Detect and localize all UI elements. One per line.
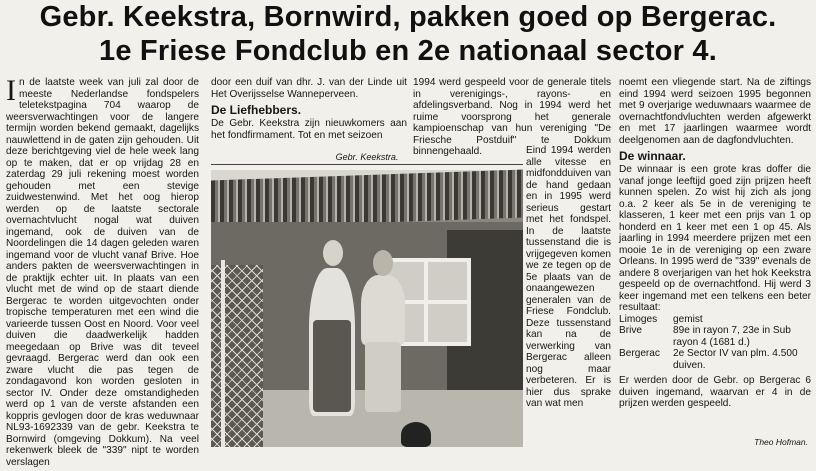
result-value: 89e in rayon 7, 23e in Sub rayon 4 (1681 d.): [673, 325, 791, 348]
column-4-intro: noemt een vliegende start. Na de ziftings eind 1994 werd seizoen 1995 begonnen met 9 overjarige weduwnaars waarmee de overnachtfondvluchten werden afgewerkt en met 17 jaarlingen waarmee wordt deelgenomen aan de dagfondvluchten.: [619, 77, 811, 146]
photo-man-right: [361, 275, 405, 345]
result-place: Brive: [619, 325, 642, 336]
column-4-text: De winnaar is een grote kras doffer die vanaf jonge leeftijd goed zijn prijzen heeft kunnen spelen. Zo wist hij zich als jong o.a. 2 keer als 5e in de vereniging te klasseren, 1 keer met een prijs van 1 op honderd en 1 keer met een 1 op 45. Als jaarling in 1994 meerdere prijzen met een mooie 1e in de vereniging op een zware Orleans. In 1995 werd de "339" evenals de andere 8 overjarigen van het hok Keekstra gespeeld op de overnachtfond. Hij werd 3 keer ingemand met een telkens een beter resultaat:: [619, 164, 811, 313]
result-place: Limoges: [619, 313, 658, 325]
headline-line-2: 1e Friese Fondclub en 2e nationaal sector 4.: [99, 35, 717, 67]
results-list: [619, 314, 811, 372]
article-column-3-top: [413, 77, 611, 157]
result-value: 2e Sector IV van plm. 4.500 duiven.: [673, 348, 798, 371]
column-2-text: De Gebr. Keekstra zijn nieuwkomers aan het fondfirmament. Tot en met seizoen: [211, 118, 407, 141]
caption-rule: [211, 164, 523, 165]
photo-man-right-legs: [365, 342, 401, 412]
column-1-text: n de laatste week van juli zal door de meeste Nederlandse fondspelers teletekstpagina 704 waarop de weersverwachtingen voor de langere termijn worden bekend gemaakt, dagelijks nauwlettend in de gaten zijn gehouden. Uit deze berichtgeving viel de hele week lang op te maken, dat er op vrijdag 28 en zaterdag 29 juli rekening moest worden gehouden met een stevige zuidwestenwind. Met het oog hierop werden op de laatste sectorale overnachtvlucht nogal wat duiven ingemand, ook de duiven van de Noordelingen die 14 dagen geleden waren ingemand voor de vlucht vanaf Brive. Hoe anders pakten de weersverwachtingen in de praktijk echter uit. In plaats van een vlucht met de wind op de staart diende Bergerac te worden uitgevochten onder tropische temperaturen met een wind die varieerde tussen Oost en Noord. Voor veel duiven die daadwerkelijk hadden meegedaan op Brive was dit teveel gevraagd. Bergerac werd dan ook een zware vlucht die pas tegen de zondagavond kon worden gesloten in sector IV. Onder deze omstandigheden werd op 1 van de verste afstanden een koppris gevlogen door de kras weduwnaar NL93-1692339 van de gebr. Keekstra te Bornwird (omgeving Dokkum). Na veel rekenwerk bleek de "339" nipt te worden verslagen: [6, 77, 199, 468]
article-column-3-narrow: [526, 145, 611, 465]
result-value: gemist: [673, 313, 703, 325]
column-4-outro: Er werden door de Gebr. op Bergerac 6 duiven ingemand, waarvan er 4 in de prijzen werden gespeeld.: [619, 375, 811, 409]
photo-roof: [211, 170, 523, 229]
article-column-4: [619, 77, 811, 469]
column-3-top-text: 1994 werd gespeeld voor de generale titels in verenigings-, rayons- en afdelingsverband. Nog in 1994 werd het ruime voorsprong het generale kampioenschap van hun vereniging "De Friesche Postduif" te Dokkum binnengehaald.: [413, 77, 611, 157]
author-credit: Theo Hofman.: [754, 437, 808, 447]
photo-man-left-legs: [313, 320, 351, 412]
photo-post: [221, 260, 225, 447]
photo-keekstra-brothers: [211, 170, 523, 447]
subhead-liefhebbers: De Liefhebbers.: [211, 103, 302, 117]
photo-man-left-head: [323, 240, 343, 266]
column-3-narrow-text: Eind 1994 werden alle vitesse en midfondduiven van de hand gedaan en in 1995 werd serieus gestart met het fondspel. In de laatste tussenstand die is vrijgegeven komen we ze tegen op de 5e plaats van de onaangewezen generalen van de Friese Fondclub. Deze tussenstand kan na de verwerking van Bergerac alleen nog maar verbeteren. Er is hier dus sprake van wat men: [526, 145, 611, 409]
headline-line-1: Gebr. Keekstra, Bornwird, pakken goed op Bergerac.: [39, 1, 777, 33]
article-column-2: [211, 77, 407, 147]
photo-cat: [401, 422, 431, 447]
column-2-intro: door een duif van dhr. J. van der Linde uit Het Overijsselse Wanneperveen.: [211, 77, 407, 100]
photo-lattice: [211, 265, 263, 447]
photo-caption: Gebr. Keekstra.: [335, 152, 399, 162]
subhead-winnaar: De winnaar.: [619, 149, 686, 163]
result-place: Bergerac: [619, 348, 660, 359]
article-column-1: [6, 74, 199, 469]
drop-cap: I: [6, 74, 16, 107]
photo-man-right-head: [373, 250, 393, 276]
